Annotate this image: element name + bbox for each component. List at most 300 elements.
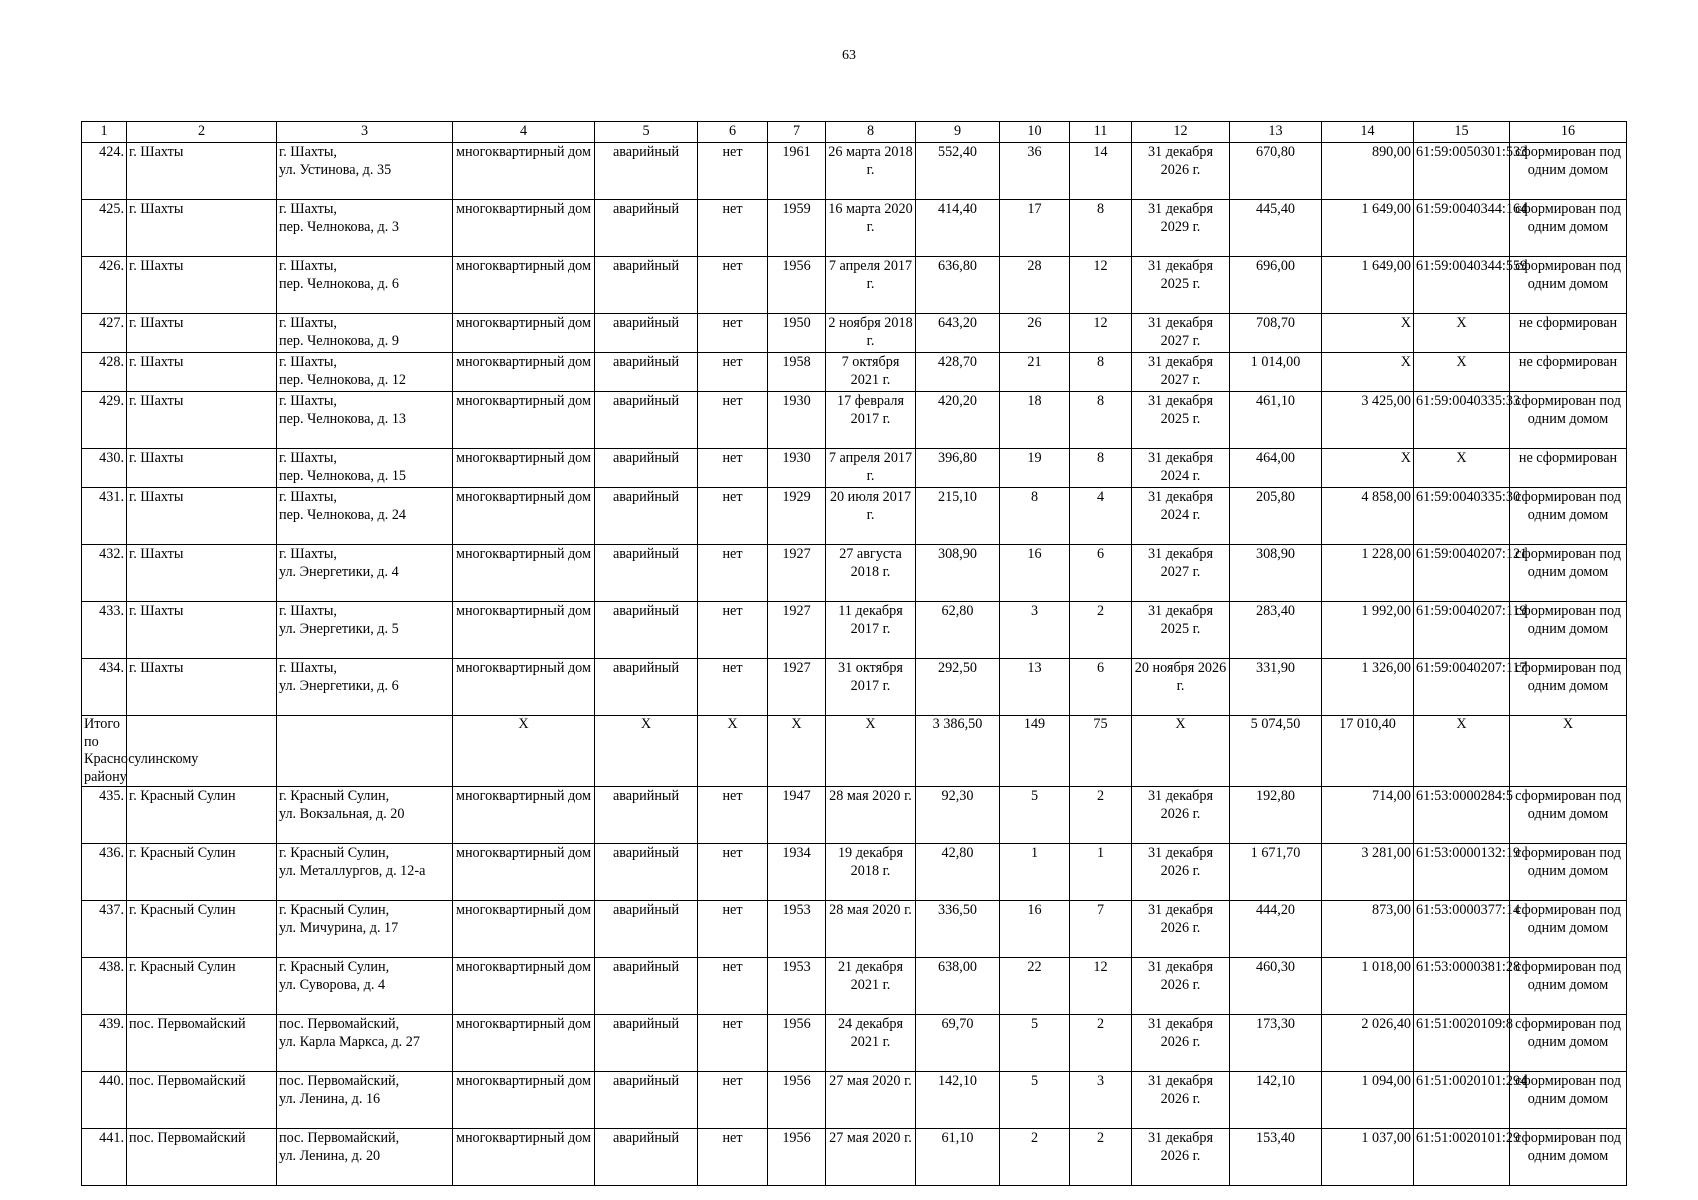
column-number: 5 xyxy=(595,122,698,143)
flag-cell: нет xyxy=(698,143,768,200)
total-area-cell: 464,00 xyxy=(1230,449,1322,488)
land-area-cell: 1 649,00 xyxy=(1322,200,1414,257)
building-type-cell: многоквартирный дом xyxy=(453,844,595,901)
area-cell: 292,50 xyxy=(916,659,1000,716)
address-cell xyxy=(277,143,453,200)
recognition-date-cell: 7 апреля 2017 г. xyxy=(826,449,916,488)
table-row xyxy=(82,1129,1627,1186)
land-status-cell: сформирован под одним домом xyxy=(1510,787,1627,844)
row-number: 435. xyxy=(82,787,127,844)
land-status-cell: сформирован под одним домом xyxy=(1510,1129,1627,1186)
condition-cell: аварийный xyxy=(595,1015,698,1072)
deadline-cell: 31 декабря 2025 г. xyxy=(1132,257,1230,314)
row-number: 433. xyxy=(82,602,127,659)
table-row xyxy=(82,787,1627,844)
condition-cell: аварийный xyxy=(595,787,698,844)
total-value: 17 010,40 xyxy=(1322,716,1414,787)
address-line-1: г. Шахты, xyxy=(279,393,337,409)
page-number: 63 xyxy=(842,48,856,63)
condition-cell: аварийный xyxy=(595,449,698,488)
table-row xyxy=(82,143,1627,200)
year-cell: 1947 xyxy=(768,787,826,844)
column-number: 1 xyxy=(82,122,127,143)
recognition-date-cell: 11 декабря 2017 г. xyxy=(826,602,916,659)
recognition-date-cell: 16 марта 2020 г. xyxy=(826,200,916,257)
apartments-cell: 14 xyxy=(1070,143,1132,200)
building-type-cell: многоквартирный дом xyxy=(453,143,595,200)
deadline-cell: 31 декабря 2026 г. xyxy=(1132,1129,1230,1186)
land-area-cell: 1 649,00 xyxy=(1322,257,1414,314)
table-row xyxy=(82,314,1627,353)
area-cell: 215,10 xyxy=(916,488,1000,545)
recognition-date-cell: 20 июля 2017 г. xyxy=(826,488,916,545)
land-status-cell: сформирован под одним домом xyxy=(1510,200,1627,257)
recognition-date-cell: 28 мая 2020 г. xyxy=(826,901,916,958)
recognition-date-cell: 28 мая 2020 г. xyxy=(826,787,916,844)
deadline-cell: 31 декабря 2026 г. xyxy=(1132,1015,1230,1072)
row-number: 427. xyxy=(82,314,127,353)
row-number: 429. xyxy=(82,392,127,449)
address-cell xyxy=(277,1129,453,1186)
deadline-cell: 31 декабря 2026 г. xyxy=(1132,143,1230,200)
year-cell: 1961 xyxy=(768,143,826,200)
address-line-1: г. Шахты, xyxy=(279,315,337,331)
address-line-1: г. Красный Сулин, xyxy=(279,902,390,918)
row-number: 436. xyxy=(82,844,127,901)
deadline-cell: 31 декабря 2026 г. xyxy=(1132,901,1230,958)
locality-cell: пос. Первомайский xyxy=(127,1015,277,1072)
flag-cell: нет xyxy=(698,602,768,659)
flag-cell: нет xyxy=(698,1072,768,1129)
row-number: 431. xyxy=(82,488,127,545)
cadastre-cell: 61:53:0000381:28 xyxy=(1414,958,1510,1015)
residents-cell: 3 xyxy=(1000,602,1070,659)
area-cell: 420,20 xyxy=(916,392,1000,449)
condition-cell: аварийный xyxy=(595,200,698,257)
deadline-cell: 31 декабря 2026 г. xyxy=(1132,844,1230,901)
total-value: Х xyxy=(1510,716,1627,787)
address-line-2: ул. Мичурина, д. 17 xyxy=(279,919,399,936)
land-area-cell: 4 858,00 xyxy=(1322,488,1414,545)
condition-cell: аварийный xyxy=(595,602,698,659)
cadastre-cell: 61:51:0020101:29 xyxy=(1414,1129,1510,1186)
land-status-cell: сформирован под одним домом xyxy=(1510,602,1627,659)
cadastre-cell: 61:51:0020109:8 xyxy=(1414,1015,1510,1072)
year-cell: 1956 xyxy=(768,1015,826,1072)
building-type-cell: многоквартирный дом xyxy=(453,659,595,716)
column-number: 12 xyxy=(1132,122,1230,143)
cadastre-cell: 61:51:0020101:294 xyxy=(1414,1072,1510,1129)
building-type-cell: многоквартирный дом xyxy=(453,602,595,659)
building-type-cell: многоквартирный дом xyxy=(453,257,595,314)
address-line-2: пер. Челнокова, д. 9 xyxy=(279,332,399,349)
residents-cell: 13 xyxy=(1000,659,1070,716)
flag-cell: нет xyxy=(698,844,768,901)
deadline-cell: 31 декабря 2026 г. xyxy=(1132,1072,1230,1129)
residents-cell: 19 xyxy=(1000,449,1070,488)
building-type-cell: многоквартирный дом xyxy=(453,1129,595,1186)
cadastre-cell: 61:59:0040207:121 xyxy=(1414,545,1510,602)
recognition-date-cell: 21 декабря 2021 г. xyxy=(826,958,916,1015)
land-status-cell: сформирован под одним домом xyxy=(1510,901,1627,958)
flag-cell: нет xyxy=(698,449,768,488)
table-row xyxy=(82,901,1627,958)
building-type-cell: многоквартирный дом xyxy=(453,901,595,958)
building-type-cell: многоквартирный дом xyxy=(453,314,595,353)
column-number: 6 xyxy=(698,122,768,143)
land-status-cell: не сформирован xyxy=(1510,353,1627,392)
total-value: 75 xyxy=(1070,716,1132,787)
land-status-cell: не сформирован xyxy=(1510,449,1627,488)
column-number: 4 xyxy=(453,122,595,143)
address-line-2: ул. Суворова, д. 4 xyxy=(279,976,386,993)
column-number: 16 xyxy=(1510,122,1627,143)
condition-cell: аварийный xyxy=(595,545,698,602)
recognition-date-cell: 2 ноября 2018 г. xyxy=(826,314,916,353)
apartments-cell: 12 xyxy=(1070,958,1132,1015)
column-number: 3 xyxy=(277,122,453,143)
row-number: 428. xyxy=(82,353,127,392)
building-type-cell: многоквартирный дом xyxy=(453,1072,595,1129)
row-number: 424. xyxy=(82,143,127,200)
header-row xyxy=(82,122,1627,143)
address-line-2: ул. Карла Маркса, д. 27 xyxy=(279,1033,420,1050)
deadline-cell: 31 декабря 2026 г. xyxy=(1132,787,1230,844)
locality-cell: г. Красный Сулин xyxy=(127,844,277,901)
address-cell xyxy=(277,901,453,958)
address-line-2: пер. Челнокова, д. 12 xyxy=(279,371,407,388)
locality-cell: пос. Первомайский xyxy=(127,1072,277,1129)
residents-cell: 16 xyxy=(1000,901,1070,958)
locality-cell: г. Шахты xyxy=(127,353,277,392)
table-row xyxy=(82,200,1627,257)
total-area-cell: 331,90 xyxy=(1230,659,1322,716)
address-cell xyxy=(277,200,453,257)
row-number: 432. xyxy=(82,545,127,602)
residents-cell: 26 xyxy=(1000,314,1070,353)
land-status-cell: сформирован под одним домом xyxy=(1510,844,1627,901)
land-area-cell: Х xyxy=(1322,314,1414,353)
address-line-1: г. Красный Сулин, xyxy=(279,959,390,975)
land-status-cell: сформирован под одним домом xyxy=(1510,488,1627,545)
apartments-cell: 8 xyxy=(1070,353,1132,392)
flag-cell: нет xyxy=(698,314,768,353)
locality-cell: г. Шахты xyxy=(127,602,277,659)
area-cell: 42,80 xyxy=(916,844,1000,901)
total-area-cell: 670,80 xyxy=(1230,143,1322,200)
residents-cell: 5 xyxy=(1000,787,1070,844)
apartments-cell: 1 xyxy=(1070,844,1132,901)
land-area-cell: 873,00 xyxy=(1322,901,1414,958)
total-area-cell: 283,40 xyxy=(1230,602,1322,659)
apartments-cell: 3 xyxy=(1070,1072,1132,1129)
residents-cell: 16 xyxy=(1000,545,1070,602)
locality-cell: пос. Первомайский xyxy=(127,1129,277,1186)
condition-cell: аварийный xyxy=(595,901,698,958)
year-cell: 1950 xyxy=(768,314,826,353)
area-cell: 92,30 xyxy=(916,787,1000,844)
year-cell: 1927 xyxy=(768,545,826,602)
land-area-cell: 3 425,00 xyxy=(1322,392,1414,449)
area-cell: 643,20 xyxy=(916,314,1000,353)
cadastre-cell: 61:53:0000377:14 xyxy=(1414,901,1510,958)
column-number: 7 xyxy=(768,122,826,143)
cadastre-cell: 61:59:0050301:533 xyxy=(1414,143,1510,200)
column-number: 14 xyxy=(1322,122,1414,143)
address-line-2: ул. Энергетики, д. 6 xyxy=(279,677,399,694)
total-area-cell: 173,30 xyxy=(1230,1015,1322,1072)
deadline-cell: 31 декабря 2025 г. xyxy=(1132,602,1230,659)
building-type-cell: многоквартирный дом xyxy=(453,200,595,257)
recognition-date-cell: 19 декабря 2018 г. xyxy=(826,844,916,901)
locality-cell: г. Шахты xyxy=(127,545,277,602)
land-status-cell: сформирован под одним домом xyxy=(1510,958,1627,1015)
year-cell: 1930 xyxy=(768,392,826,449)
row-number: 438. xyxy=(82,958,127,1015)
locality-cell: г. Шахты xyxy=(127,392,277,449)
flag-cell: нет xyxy=(698,787,768,844)
total-area-cell: 1 014,00 xyxy=(1230,353,1322,392)
locality-cell: г. Шахты xyxy=(127,143,277,200)
cadastre-cell: 61:59:0040344:559 xyxy=(1414,257,1510,314)
address-line-1: г. Шахты, xyxy=(279,489,337,505)
deadline-cell: 31 декабря 2027 г. xyxy=(1132,545,1230,602)
address-line-2: ул. Ленина, д. 20 xyxy=(279,1147,381,1164)
year-cell: 1930 xyxy=(768,449,826,488)
land-area-cell: 1 228,00 xyxy=(1322,545,1414,602)
condition-cell: аварийный xyxy=(595,844,698,901)
year-cell: 1929 xyxy=(768,488,826,545)
land-area-cell: Х xyxy=(1322,353,1414,392)
locality-cell: г. Шахты xyxy=(127,257,277,314)
total-value: 149 xyxy=(1000,716,1070,787)
total-value: 3 386,50 xyxy=(916,716,1000,787)
table-row xyxy=(82,449,1627,488)
address-cell xyxy=(277,787,453,844)
area-cell: 61,10 xyxy=(916,1129,1000,1186)
apartments-cell: 6 xyxy=(1070,659,1132,716)
apartments-cell: 8 xyxy=(1070,200,1132,257)
address-cell xyxy=(277,449,453,488)
recognition-date-cell: 31 октября 2017 г. xyxy=(826,659,916,716)
address-line-1: пос. Первомайский, xyxy=(279,1073,400,1089)
locality-cell: г. Красный Сулин xyxy=(127,901,277,958)
condition-cell: аварийный xyxy=(595,353,698,392)
address-line-2: пер. Челнокова, д. 15 xyxy=(279,467,407,484)
deadline-cell: 31 декабря 2025 г. xyxy=(1132,392,1230,449)
area-cell: 638,00 xyxy=(916,958,1000,1015)
column-number: 9 xyxy=(916,122,1000,143)
cadastre-cell: 61:59:0040207:117 xyxy=(1414,659,1510,716)
table-row xyxy=(82,257,1627,314)
flag-cell: нет xyxy=(698,958,768,1015)
total-value: Х xyxy=(595,716,698,787)
total-area-cell: 153,40 xyxy=(1230,1129,1322,1186)
locality-cell: г. Шахты xyxy=(127,449,277,488)
year-cell: 1953 xyxy=(768,901,826,958)
total-area-cell: 308,90 xyxy=(1230,545,1322,602)
apartments-cell: 2 xyxy=(1070,1015,1132,1072)
apartments-cell: 8 xyxy=(1070,392,1132,449)
total-area-cell: 192,80 xyxy=(1230,787,1322,844)
condition-cell: аварийный xyxy=(595,257,698,314)
table-row xyxy=(82,602,1627,659)
residents-cell: 36 xyxy=(1000,143,1070,200)
total-area-cell: 460,30 xyxy=(1230,958,1322,1015)
flag-cell: нет xyxy=(698,545,768,602)
address-cell xyxy=(277,257,453,314)
building-type-cell: многоквартирный дом xyxy=(453,958,595,1015)
residents-cell: 21 xyxy=(1000,353,1070,392)
recognition-date-cell: 26 марта 2018 г. xyxy=(826,143,916,200)
flag-cell: нет xyxy=(698,1015,768,1072)
total-label: Итого по Красносулинскому району xyxy=(82,716,127,787)
table-row xyxy=(82,392,1627,449)
total-value: Х xyxy=(698,716,768,787)
deadline-cell: 31 декабря 2029 г. xyxy=(1132,200,1230,257)
address-line-1: г. Шахты, xyxy=(279,354,337,370)
address-cell xyxy=(277,545,453,602)
year-cell: 1958 xyxy=(768,353,826,392)
total-spacer xyxy=(277,716,453,787)
apartments-cell: 12 xyxy=(1070,314,1132,353)
flag-cell: нет xyxy=(698,488,768,545)
year-cell: 1956 xyxy=(768,257,826,314)
condition-cell: аварийный xyxy=(595,314,698,353)
area-cell: 396,80 xyxy=(916,449,1000,488)
condition-cell: аварийный xyxy=(595,1129,698,1186)
address-line-2: ул. Устинова, д. 35 xyxy=(279,161,392,178)
address-line-1: г. Красный Сулин, xyxy=(279,788,390,804)
land-status-cell: не сформирован xyxy=(1510,314,1627,353)
apartments-cell: 7 xyxy=(1070,901,1132,958)
flag-cell: нет xyxy=(698,659,768,716)
address-line-2: пер. Челнокова, д. 3 xyxy=(279,218,399,235)
residents-cell: 22 xyxy=(1000,958,1070,1015)
total-area-cell: 445,40 xyxy=(1230,200,1322,257)
address-cell xyxy=(277,392,453,449)
address-cell xyxy=(277,659,453,716)
address-cell xyxy=(277,602,453,659)
recognition-date-cell: 24 декабря 2021 г. xyxy=(826,1015,916,1072)
land-area-cell: 1 992,00 xyxy=(1322,602,1414,659)
row-number: 425. xyxy=(82,200,127,257)
address-line-2: пер. Челнокова, д. 13 xyxy=(279,410,407,427)
address-cell xyxy=(277,958,453,1015)
building-type-cell: многоквартирный дом xyxy=(453,787,595,844)
residents-cell: 28 xyxy=(1000,257,1070,314)
address-cell xyxy=(277,844,453,901)
year-cell: 1956 xyxy=(768,1129,826,1186)
total-value: 5 074,50 xyxy=(1230,716,1322,787)
land-area-cell: 714,00 xyxy=(1322,787,1414,844)
address-line-1: г. Шахты, xyxy=(279,144,337,160)
column-number: 8 xyxy=(826,122,916,143)
table-row xyxy=(82,488,1627,545)
area-cell: 636,80 xyxy=(916,257,1000,314)
address-line-1: г. Шахты, xyxy=(279,258,337,274)
residents-cell: 18 xyxy=(1000,392,1070,449)
column-number: 2 xyxy=(127,122,277,143)
row-number: 430. xyxy=(82,449,127,488)
area-cell: 142,10 xyxy=(916,1072,1000,1129)
deadline-cell: 31 декабря 2024 г. xyxy=(1132,449,1230,488)
condition-cell: аварийный xyxy=(595,958,698,1015)
total-row xyxy=(82,716,1627,787)
land-status-cell: сформирован под одним домом xyxy=(1510,1015,1627,1072)
apartments-cell: 2 xyxy=(1070,602,1132,659)
area-cell: 552,40 xyxy=(916,143,1000,200)
address-cell xyxy=(277,353,453,392)
total-value: Х xyxy=(1132,716,1230,787)
land-area-cell: 1 037,00 xyxy=(1322,1129,1414,1186)
year-cell: 1959 xyxy=(768,200,826,257)
building-type-cell: многоквартирный дом xyxy=(453,488,595,545)
land-status-cell: сформирован под одним домом xyxy=(1510,545,1627,602)
flag-cell: нет xyxy=(698,392,768,449)
emergency-housing-table xyxy=(81,121,1627,1186)
address-cell xyxy=(277,1072,453,1129)
column-number: 15 xyxy=(1414,122,1510,143)
building-type-cell: многоквартирный дом xyxy=(453,1015,595,1072)
condition-cell: аварийный xyxy=(595,143,698,200)
cadastre-cell: Х xyxy=(1414,353,1510,392)
recognition-date-cell: 7 октября 2021 г. xyxy=(826,353,916,392)
cadastre-cell: 61:59:0040335:30 xyxy=(1414,488,1510,545)
land-area-cell: 1 018,00 xyxy=(1322,958,1414,1015)
year-cell: 1953 xyxy=(768,958,826,1015)
land-status-cell: сформирован под одним домом xyxy=(1510,1072,1627,1129)
total-value: Х xyxy=(1414,716,1510,787)
total-area-cell: 696,00 xyxy=(1230,257,1322,314)
deadline-cell: 31 декабря 2024 г. xyxy=(1132,488,1230,545)
total-value: Х xyxy=(453,716,595,787)
residents-cell: 5 xyxy=(1000,1072,1070,1129)
residents-cell: 1 xyxy=(1000,844,1070,901)
table-row xyxy=(82,1015,1627,1072)
total-value: Х xyxy=(826,716,916,787)
total-area-cell: 461,10 xyxy=(1230,392,1322,449)
row-number: 426. xyxy=(82,257,127,314)
cadastre-cell: 61:59:0040207:119 xyxy=(1414,602,1510,659)
cadastre-cell: 61:53:0000132:19 xyxy=(1414,844,1510,901)
row-number: 434. xyxy=(82,659,127,716)
total-area-cell: 708,70 xyxy=(1230,314,1322,353)
locality-cell: г. Шахты xyxy=(127,488,277,545)
land-status-cell: сформирован под одним домом xyxy=(1510,659,1627,716)
land-status-cell: сформирован под одним домом xyxy=(1510,143,1627,200)
address-line-1: г. Красный Сулин, xyxy=(279,845,390,861)
land-status-cell: сформирован под одним домом xyxy=(1510,257,1627,314)
land-area-cell: 1 326,00 xyxy=(1322,659,1414,716)
land-area-cell: Х xyxy=(1322,449,1414,488)
recognition-date-cell: 17 февраля 2017 г. xyxy=(826,392,916,449)
area-cell: 69,70 xyxy=(916,1015,1000,1072)
year-cell: 1934 xyxy=(768,844,826,901)
address-line-1: г. Шахты, xyxy=(279,546,337,562)
residents-cell: 8 xyxy=(1000,488,1070,545)
deadline-cell: 31 декабря 2026 г. xyxy=(1132,958,1230,1015)
flag-cell: нет xyxy=(698,353,768,392)
year-cell: 1956 xyxy=(768,1072,826,1129)
table-row xyxy=(82,353,1627,392)
area-cell: 414,40 xyxy=(916,200,1000,257)
residents-cell: 5 xyxy=(1000,1015,1070,1072)
recognition-date-cell: 27 мая 2020 г. xyxy=(826,1129,916,1186)
locality-cell: г. Красный Сулин xyxy=(127,958,277,1015)
cadastre-cell: 61:53:0000284:5 xyxy=(1414,787,1510,844)
locality-cell: г. Красный Сулин xyxy=(127,787,277,844)
